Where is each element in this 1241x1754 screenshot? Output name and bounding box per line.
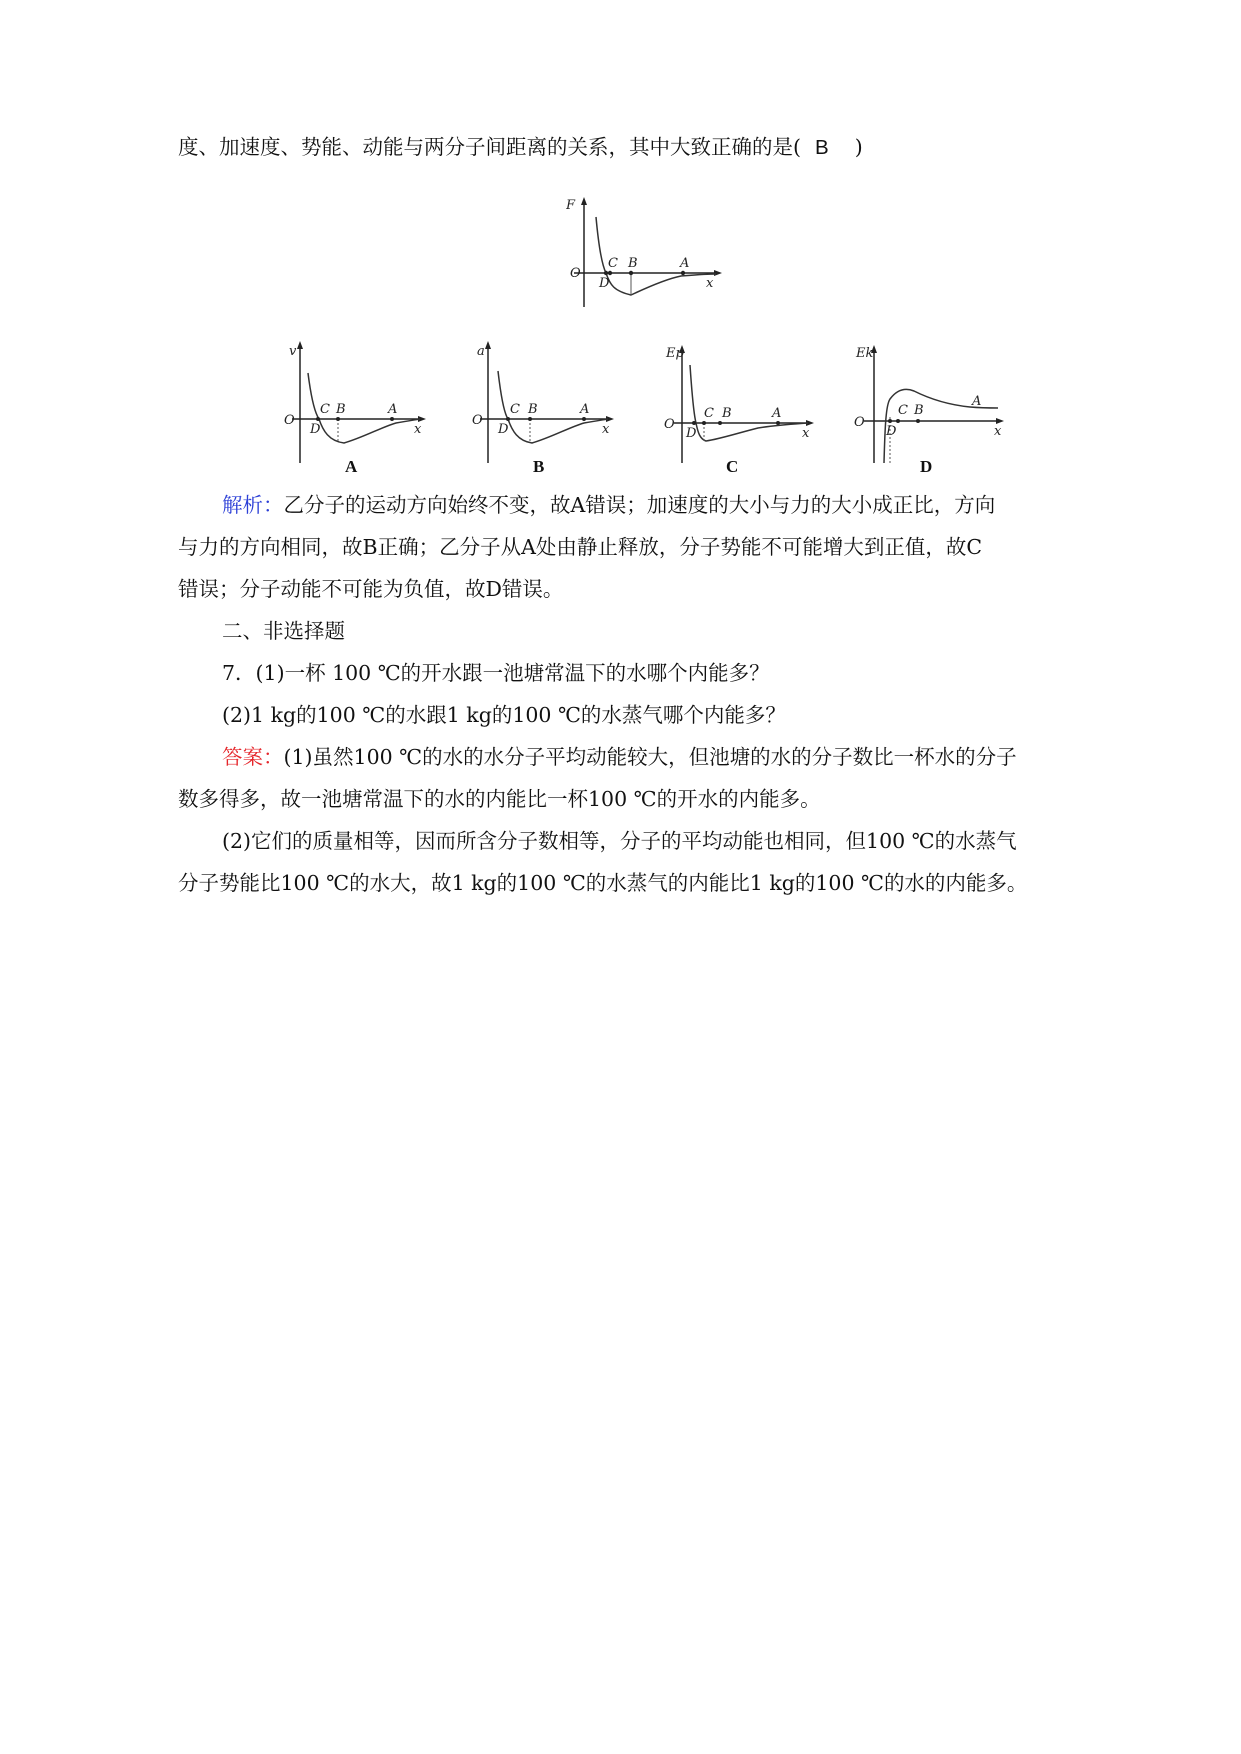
option-graph-c (660, 335, 820, 476)
svg-text:C: C (898, 403, 908, 418)
a-label: A (680, 256, 690, 271)
svg-text:A: A (972, 394, 982, 409)
y-axis-arrow (581, 197, 587, 205)
svg-text:A: A (580, 402, 590, 417)
analysis-label: 解析： (222, 493, 284, 517)
svg-text:C: C (510, 402, 520, 417)
svg-text:B: B (914, 403, 924, 418)
svg-text:A: A (388, 402, 398, 417)
section-title: 二、非选择题 (222, 619, 345, 643)
option-graph-d (850, 335, 1010, 476)
svg-text:x: x (994, 424, 1002, 439)
svg-text:O: O (472, 413, 483, 428)
answer-line-4: 分子势能比100 ℃的水大，故1 kg的100 ℃的水蒸气的内能比1 kg的100 ℃的水的内能多。 (178, 871, 1028, 895)
svg-text:x: x (802, 426, 810, 441)
force-distance-graph (566, 195, 726, 317)
svg-text:D: D (886, 424, 897, 439)
svg-text:A: A (772, 406, 782, 421)
answer-line-2: 数多得多，故一池塘常温下的水的内能比一杯100 ℃的开水的内能多。 (178, 787, 821, 811)
x-label: x (706, 276, 714, 291)
b-label: B (628, 256, 638, 271)
analysis-line-1: 解析：乙分子的运动方向始终不变，故A错误；加速度的大小与力的大小成正比，方向 (222, 493, 996, 517)
svg-text:O: O (664, 417, 675, 432)
x-axis-arrow (714, 270, 722, 276)
svg-text:O: O (284, 413, 295, 428)
a-axis-label: a (477, 344, 485, 359)
svg-text:C: C (320, 402, 330, 417)
svg-text:D: D (310, 422, 321, 437)
svg-text:O: O (854, 415, 865, 430)
origin-label: O (570, 266, 581, 281)
question-answer: B (815, 136, 829, 159)
v-label: v (289, 344, 297, 359)
answer-line-3: (2)它们的质量相等，因而所含分子数相等，分子的平均动能也相同，但100 ℃的水蒸气 (222, 829, 1017, 853)
analysis-line-3: 错误；分子动能不可能为负值，故D错误。 (178, 577, 564, 601)
ek-label: Ek (856, 346, 874, 361)
svg-text:D: D (498, 422, 509, 437)
svg-text:B: B (528, 402, 538, 417)
caption-b: B (533, 457, 545, 476)
question-stem (178, 134, 1078, 161)
svg-text:x: x (414, 422, 422, 437)
q7-part1: 7．(1)一杯 100 ℃的开水跟一池塘常温下的水哪个内能多？ (222, 661, 770, 685)
svg-text:D: D (686, 426, 697, 441)
svg-text:C: C (704, 406, 714, 421)
f-label: F (566, 198, 576, 213)
svg-text:B: B (336, 402, 346, 417)
option-graph-a (282, 335, 432, 476)
potential-energy-curve (690, 365, 808, 441)
caption-c: C (726, 457, 739, 476)
caption-d: D (920, 457, 933, 476)
ep-label: Ep (666, 346, 684, 361)
svg-text:B: B (722, 406, 732, 421)
svg-text:x: x (602, 422, 610, 437)
analysis-line-2: 与力的方向相同，故B正确；乙分子从A处由静止释放，分子势能不可能增大到正值，故C (178, 535, 983, 559)
c-label: C (608, 256, 618, 271)
d-label: D (599, 276, 610, 291)
q7-part2: (2)1 kg的100 ℃的水跟1 kg的100 ℃的水蒸气哪个内能多？ (222, 703, 786, 727)
answer-line-1: 答案：(1)虽然100 ℃的水的水分子平均动能较大，但池塘的水的分子数比一杯水的分子 (222, 745, 1017, 769)
question-text: 度、加速度、势能、动能与两分子间距离的关系，其中大致正确的是( (178, 135, 801, 159)
caption-a: A (345, 457, 358, 476)
question-close: ) (854, 135, 863, 159)
answer-label: 答案： (222, 745, 284, 769)
option-graph-b (470, 335, 620, 476)
